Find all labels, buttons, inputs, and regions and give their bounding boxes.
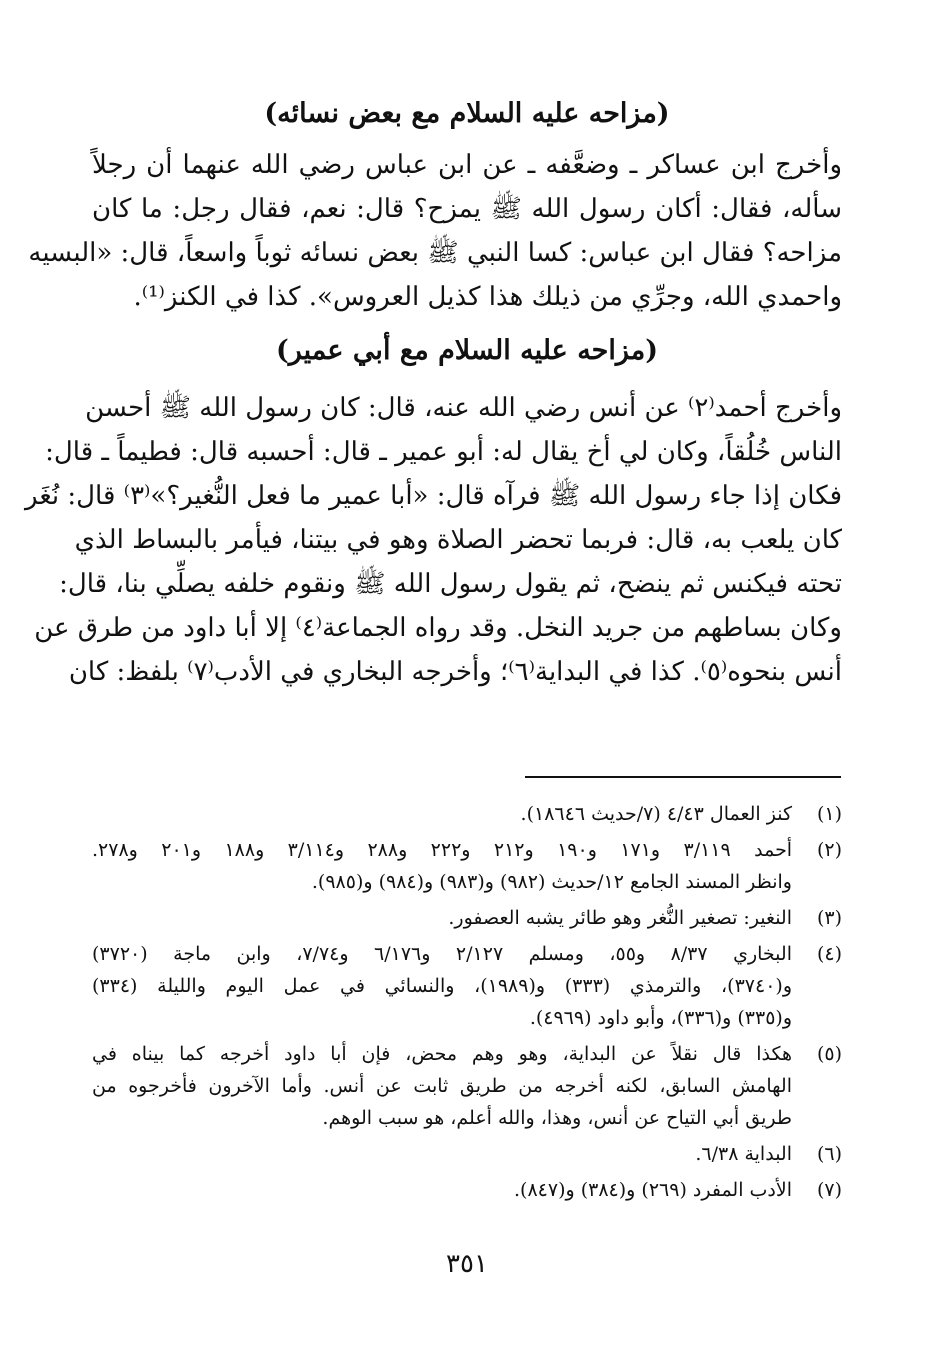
footnote-line: طريق أبي التياح عن أنس، وهذا، والله أعلم، هو سبب الوهم. xyxy=(322,1107,792,1129)
section-2-body xyxy=(25,386,842,694)
footnote-number: (٤) xyxy=(816,943,842,965)
text-line: وأخرج أحمد⁽٢⁾ عن أنس رضي الله عنه، قال: كان رسول الله ﷺ أحسن xyxy=(85,393,842,423)
footnote-3 xyxy=(92,902,842,934)
footnote-line: كنز العمال ٤/٤٣ (٧/حديث ١٨٦٤٦). xyxy=(520,803,792,825)
footnote-number: (٥) xyxy=(816,1043,842,1065)
footnote-line: وانظر المسند الجامع ١٢/حديث (٩٨٢) و(٩٨٣) و(٩٨٤) و(٩٨٥). xyxy=(311,871,792,893)
text-line: كان يلعب به، قال: فربما تحضر الصلاة وهو في بيتنا، فيأمر بالبساط الذي xyxy=(74,525,842,555)
footnote-text xyxy=(92,902,792,934)
footnote-number: (٣) xyxy=(816,907,842,929)
footnote-1 xyxy=(92,798,842,830)
text-line: أنس بنحوه⁽٥⁾. كذا في البداية⁽٦⁾؛ وأخرجه البخاري في الأدب⁽٧⁾ بلفظ: كان xyxy=(68,657,842,687)
footnote-text xyxy=(92,798,792,830)
text-line: وأخرج ابن عساكر ـ وضعَّفه ـ عن ابن عباس رضي الله عنهما أن رجلاً xyxy=(92,150,842,180)
footnotes xyxy=(92,798,842,1210)
footnote-line: البداية ٦/٣٨. xyxy=(695,1143,792,1165)
page-number: ٣٥١ xyxy=(446,1249,488,1279)
footnote-separator xyxy=(525,776,841,778)
text-line: سأله، فقال: أكان رسول الله ﷺ يمزح؟ قال: نعم، فقال رجل: ما كان xyxy=(92,194,842,224)
footnote-2 xyxy=(92,834,842,898)
footnote-text xyxy=(92,1138,792,1170)
footnote-line: النغير: تصغير النُّغر وهو طائر يشبه العصفور. xyxy=(448,907,792,929)
footnote-line: البخاري ٨/٣٧ و٥٥، ومسلم ٢/١٢٧ و٦/١٧٦ و٧/٧٤، وابن ماجة (٣٧٢٠) xyxy=(92,943,792,965)
footnote-line: الأدب المفرد (٢٦٩) و(٣٨٤) و(٨٤٧). xyxy=(514,1179,792,1201)
footnote-number: (٧) xyxy=(816,1179,842,1201)
footnote-line: الهامش السابق، لكنه أخرجه من طريق ثابت عن أنس. وأما الآخرون فأخرجوه من xyxy=(92,1075,792,1097)
footnote-line: هكذا قال نقلاً عن البداية، وهو وهم محض، فإن أبا داود أخرجه كما بيناه في xyxy=(92,1043,792,1065)
footnote-line: و(٣٣٥) و(٣٣٦)، وأبو داود (٤٩٦٩). xyxy=(529,1007,792,1029)
footnote-text xyxy=(92,1174,792,1206)
footnote-line: و(٣٧٤٠)، والترمذي (٣٣٣) و(١٩٨٩)، والنسائي في عمل اليوم والليلة (٣٣٤) xyxy=(92,975,792,997)
footnote-text xyxy=(92,938,792,1034)
footnote-number: (٢) xyxy=(816,839,842,861)
text-line: مزاحه؟ فقال ابن عباس: كسا النبي ﷺ بعض نسائه ثوباً واسعاً، قال: «البسيه xyxy=(28,238,842,268)
section-heading-2: (مزاحه عليه السلام مع أبي عمير) xyxy=(275,335,658,366)
section-heading-1: (مزاحه عليه السلام مع بعض نسائه) xyxy=(264,98,670,129)
footnote-7 xyxy=(92,1174,842,1206)
footnote-text xyxy=(92,834,792,898)
text-line: وكان بساطهم من جريد النخل. وقد رواه الجماعة⁽٤⁾ إلا أبا داود من طرق عن xyxy=(34,613,842,643)
text-line: واحمدي الله، وجرِّي من ذيلك هذا كذيل العروس». كذا في الكنز⁽¹⁾. xyxy=(133,282,842,312)
text-line: فكان إذا جاء رسول الله ﷺ فرآه قال: «أبا عمير ما فعل النُّغير؟»⁽٣⁾ قال: نُغَر xyxy=(25,481,842,511)
footnote-5 xyxy=(92,1038,842,1134)
text-line: الناس خُلُقاً، وكان لي أخ يقال له: أبو عمير ـ قال: أحسبه قال: فطيماً ـ قال: xyxy=(45,437,842,467)
text-line: تحته فيكنس ثم ينضح، ثم يقول رسول الله ﷺ ونقوم خلفه يصلِّي بنا، قال: xyxy=(59,569,842,599)
section-1-body xyxy=(28,143,842,319)
footnote-number: (٦) xyxy=(816,1143,842,1165)
footnote-4 xyxy=(92,938,842,1034)
footnote-number: (١) xyxy=(816,803,842,825)
footnote-6 xyxy=(92,1138,842,1170)
footnote-text xyxy=(92,1038,792,1134)
footnote-line: أحمد ٣/١١٩ و١٧١ و١٩٠ و٢١٢ و٢٢٢ و٢٨٨ و٣/١١٤ و١٨٨ و٢٠١ و٢٧٨. xyxy=(92,839,793,861)
